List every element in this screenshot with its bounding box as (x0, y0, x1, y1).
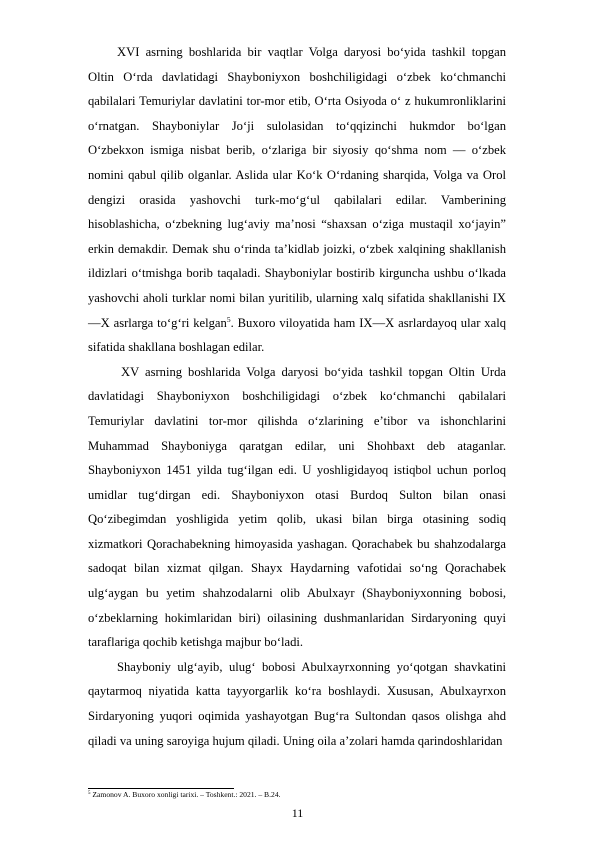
body-text (88, 40, 506, 753)
paragraph: XV asrning boshlarida Volga daryosi bo‘yida tashkil topgan Oltin Urda davlatidagi Shayboniyxon boshchiligidagi o‘zbek ko‘chmanchi qabilalari Temuriylar davlatini tor-mor qilishda o‘zlarining e’tibor va ishonchlarini Muhammad Shayboniyga qaratgan edilar, uni Shohbaxt deb ataganlar. Shayboniyxon 1451 yilda tug‘ilgan edi. U yoshligidayoq istiqbol uchun porloq umidlar tug‘dirgan edi. Shayboniyxon otasi Burdoq Sulton bilan onasi Qo‘zibegimdan yoshligida yetim qolib, ukasi bilan birga otasining sodiq xizmatkori Qorachabekning himoyasida yashagan. Qorachabek bu shahzodalarga sadoqat bilan xizmat qilgan. Shayx Haydarning vafotidai so‘ng Qorachabek ulg‘aygan bu yetim shahzodalarni olib Abulxayr (Shayboniyxonning bobosi, o‘zbeklarning hokimlaridan biri) oilasining dushmanlaridan Sirdaryoning quyi taraflariga qochib ketishga majbur bo‘ladi. (88, 364, 506, 650)
paragraph: Shayboniy ulg‘ayib, ulug‘ bobosi Abulxayrxonning yo‘qotgan shavkatini qaytarmoq niyatida katta tayyorgarlik ko‘ra boshlaydi. Xususan, Abulxayrxon Sirdaryoning yuqori oqimida yashayotgan Bug‘ra Sultondan qasos olishga ahd qiladi va uning saroyiga hujum qiladi. Uning oila a’zolari hamda qarindoshlaridan (88, 659, 506, 748)
page-number: 11 (291, 806, 304, 820)
paragraph-text: XVI asrning boshlarida bir vaqtlar Volga daryosi bo‘yida tashkil topgan Oltin O‘rda davlatidagi Shayboniyxon boshchiligidagi o‘zbek ko‘chmanchi qabilalari Temuriylar davlatini tor-mor etib, O‘rta Osiyoda o‘ z hukumronliklarini o‘rnatgan. Shayboniylar Jo‘ji sulolasidan to‘qqizinchi hukmdor bo‘lgan O‘zbekxon ismiga nisbat berib, o‘zlariga bir siyosiy qo‘shma nom — o‘zbek nomini qabul qilib olganlar. Aslida ular Ko‘k O‘rdaning sharqida, Volga va Orol dengizi orasida yashovchi turk-mo‘g‘ul qabilalari edilar. Vamberining hisoblashicha, o‘zbekning lug‘aviy ma’nosi “shaxsan o‘ziga mustaqil xo‘jayin” erkin demakdir. Demak shu o‘rinda ta’kidlab joizki, o‘zbek xalqining shakllanish ildizlari o‘tmishga borib taqaladi. Shayboniylar bostirib kirguncha ushbu o‘lkada yashovchi aholi turklar nomi bilan yuritilib, ularning xalq sifatida shakllanishi IX—X asrlarga to‘g‘ri kelgan (88, 45, 506, 330)
footnote-text: Zamonov A. Buxoro xonligi tarixi. – Toshkent.: 2021. – B.24. (90, 790, 281, 799)
footnote-reference[interactable]: 5 (226, 314, 231, 324)
footnote-marker: 5 (88, 791, 91, 796)
footnote-separator (88, 788, 234, 789)
paragraph (88, 40, 506, 360)
paragraph-text: . Buxoro viloyatida ham IX—X asrlardayoq ular xalq sifatida shakllana boshlagan edilar. (88, 315, 506, 355)
footnote (88, 790, 506, 800)
